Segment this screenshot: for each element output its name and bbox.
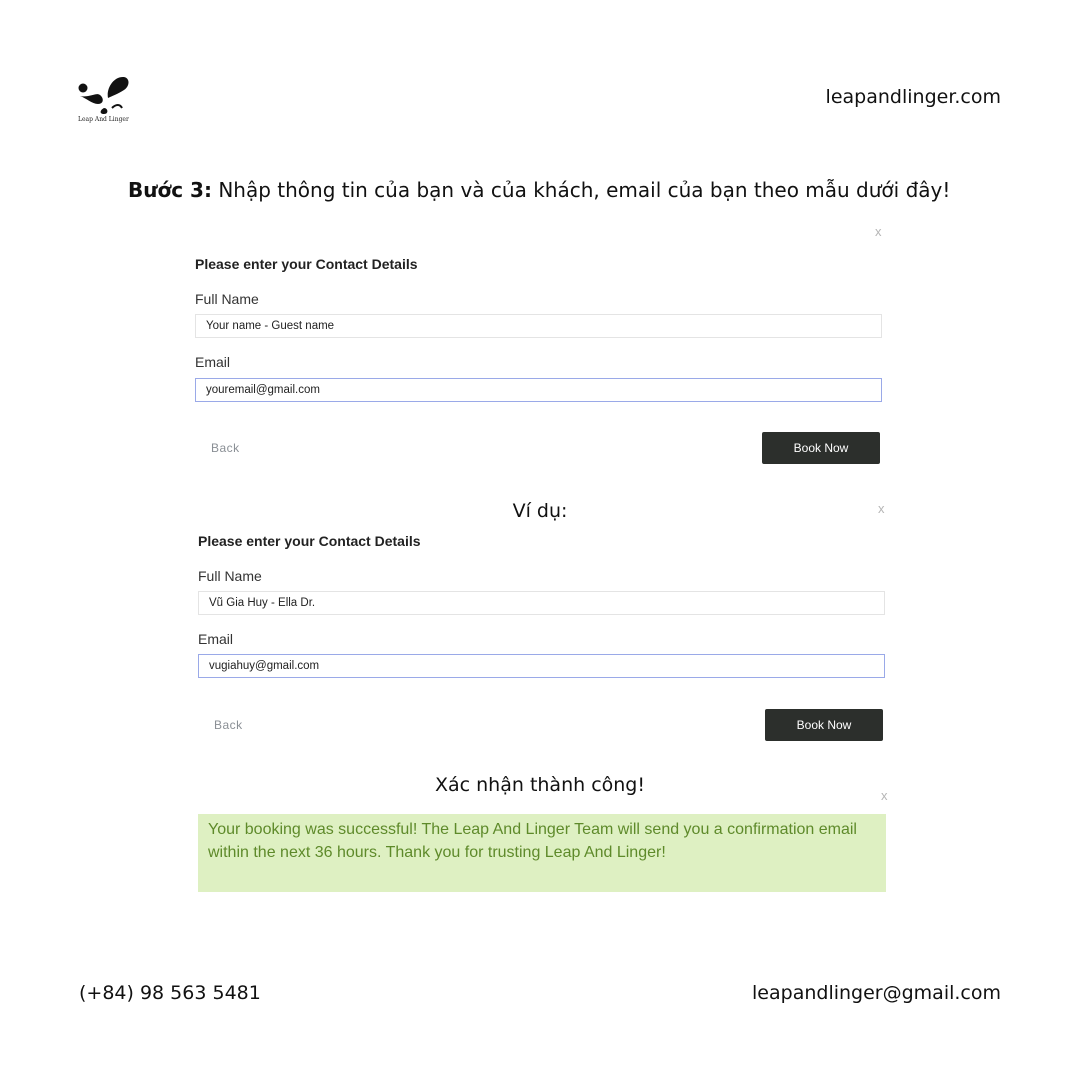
success-message: Your booking was successful! The Leap And Linger Team will send you a confirmation email within the next 36 hours. Thank you for trusting Leap And Linger! (198, 814, 886, 892)
email-input[interactable]: vugiahuy@gmail.com (198, 654, 885, 678)
email-label: Email (195, 354, 231, 370)
form-title: Please enter your Contact Details (195, 256, 418, 272)
example-caption: Ví dụ: (512, 500, 568, 522)
full-name-input[interactable]: Vũ Gia Huy - Ella Dr. (198, 591, 885, 615)
form-title: Please enter your Contact Details (198, 533, 421, 549)
email-input[interactable]: youremail@gmail.com (195, 378, 882, 402)
close-icon[interactable]: x (881, 788, 888, 803)
contact-form-example (198, 515, 898, 755)
full-name-label: Full Name (198, 568, 262, 584)
contact-phone[interactable]: (+84) 98 563 5481 (79, 982, 261, 1004)
back-button[interactable]: Back (211, 441, 240, 455)
email-label: Email (198, 631, 234, 647)
success-caption: Xác nhận thành công! (434, 774, 645, 796)
close-icon[interactable]: x (875, 224, 882, 239)
back-button[interactable]: Back (214, 718, 243, 732)
brand-logo-text: Leap And Linger (78, 116, 129, 123)
book-now-button[interactable]: Book Now (765, 709, 883, 741)
contact-form-template (195, 238, 895, 478)
full-name-label: Full Name (195, 291, 259, 307)
step-text: Nhập thông tin của bạn và của khách, email của bạn theo mẫu dưới đây! (211, 178, 951, 202)
step-label: Bước 3: (128, 178, 212, 202)
contact-email[interactable]: leapandlinger@gmail.com (752, 982, 1001, 1004)
site-url[interactable]: leapandlinger.com (825, 86, 1001, 108)
book-now-button[interactable]: Book Now (762, 432, 880, 464)
close-icon[interactable]: x (878, 501, 885, 516)
step-instruction (128, 178, 950, 202)
full-name-input[interactable]: Your name - Guest name (195, 314, 882, 338)
